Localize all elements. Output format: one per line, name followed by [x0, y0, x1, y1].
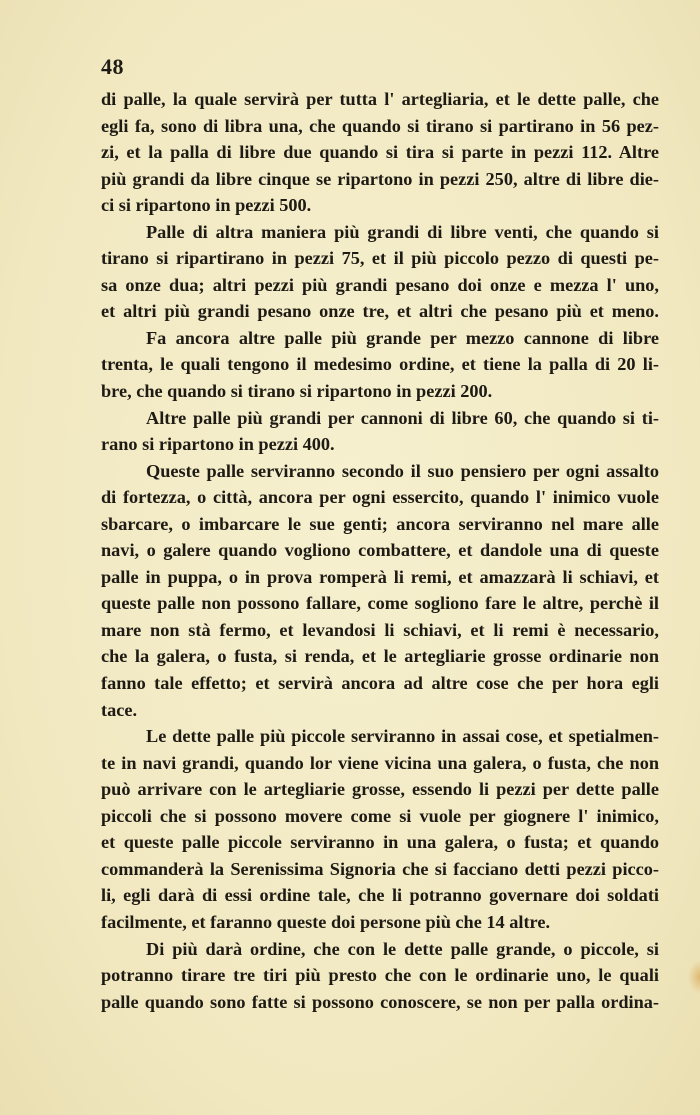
- text-line: palle quando sono fatte si possono conoscere, se non per palla ordina-: [101, 991, 659, 1012]
- text-line: facilmente, et faranno queste doi persone più che 14 altre.: [101, 911, 551, 932]
- text-line: piccoli che si possono movere come si vuole per giognere l' inimico,: [101, 805, 659, 826]
- paragraph-start-line: Queste palle serviranno secondo il suo pensiero per ogni assalto: [146, 460, 659, 481]
- text-line: et altri più grandi pesano onze tre, et altri che pesano più et meno.: [101, 301, 659, 322]
- paragraph-start-line: Palle di altra maniera più grandi di libre venti, che quando si: [146, 221, 659, 242]
- text-line: sbarcare, o imbarcare le sue genti; ancora serviranno nel mare alle: [101, 513, 659, 534]
- text-line: mare non stà fermo, et levandosi li schiavi, et li remi è necessario,: [101, 619, 659, 640]
- text-line: fanno tale effetto; et servirà ancora ad altre cose che per hora egli: [101, 673, 659, 694]
- text-line: potranno tirare tre tiri più presto che con le ordinarie uno, le quali: [101, 965, 659, 986]
- text-line: più grandi da libre cinque se ripartono in pezzi 250, altre di libre die-: [101, 168, 659, 189]
- text-line: commanderà la Serenissima Signoria che si facciano detti pezzi picco-: [101, 858, 659, 879]
- text-line: di fortezza, o città, ancora per ogni essercito, quando l' inimico vuole: [101, 487, 659, 508]
- text-line: egli fa, sono di libra una, che quando si tirano si partirano in 56 pez-: [101, 115, 659, 136]
- text-line: te in navi grandi, quando lor viene vicina una galera, o fusta, che non: [101, 752, 659, 773]
- text-line: palle in puppa, o in prova romperà li remi, et amazzarà li schiavi, et: [101, 566, 659, 587]
- text-line: può arrivare con le artegliarie grosse, essendo li pezzi per dette palle: [101, 779, 659, 800]
- text-line: zi, et la palla di libre due quando si tira si parte in pezzi 112. Altre: [101, 142, 659, 163]
- text-line: navi, o galere quando vogliono combattere, et dandole una di queste: [101, 540, 659, 561]
- text-line: rano si ripartono in pezzi 400.: [101, 434, 335, 455]
- text-line: sa onze dua; altri pezzi più grandi pesano doi onze e mezza l' uno,: [101, 274, 659, 295]
- text-line: tace.: [101, 699, 138, 720]
- paragraph-start-line: Fa ancora altre palle più grande per mezzo cannone di libre: [146, 327, 659, 348]
- paragraph-start-line: Altre palle più grandi per cannoni di libre 60, che quando si ti-: [146, 407, 659, 428]
- paragraph-start-line: Di più darà ordine, che con le dette palle grande, o piccole, si: [146, 938, 659, 959]
- text-line: ci si ripartono in pezzi 500.: [101, 195, 312, 216]
- paper-stain: [688, 960, 700, 994]
- text-line: et queste palle piccole serviranno in una galera, o fusta; et quando: [101, 832, 659, 853]
- text-line: li, egli darà di essi ordine tale, che li potranno governare doi soldati: [101, 885, 659, 906]
- body-text: [101, 86, 659, 1015]
- paragraph-start-line: Le dette palle più piccole serviranno in assai cose, et spetialmen-: [146, 726, 659, 747]
- text-line: tirano si ripartirano in pezzi 75, et il più piccolo pezzo di questi pe-: [101, 248, 659, 269]
- page-number: 48: [101, 54, 124, 79]
- text-line: bre, che quando si tirano si ripartono in pezzi 200.: [101, 381, 493, 402]
- text-line: trenta, le quali tengono il medesimo ordine, et tiene la palla di 20 li-: [101, 354, 659, 375]
- text-line: queste palle non possono fallare, come sogliono fare le altre, perchè il: [101, 593, 659, 614]
- text-line: che la galera, o fusta, si renda, et le artegliarie grosse ordinarie non: [101, 646, 659, 667]
- text-line: di palle, la quale servirà per tutta l' artegliaria, et le dette palle, che: [101, 89, 659, 109]
